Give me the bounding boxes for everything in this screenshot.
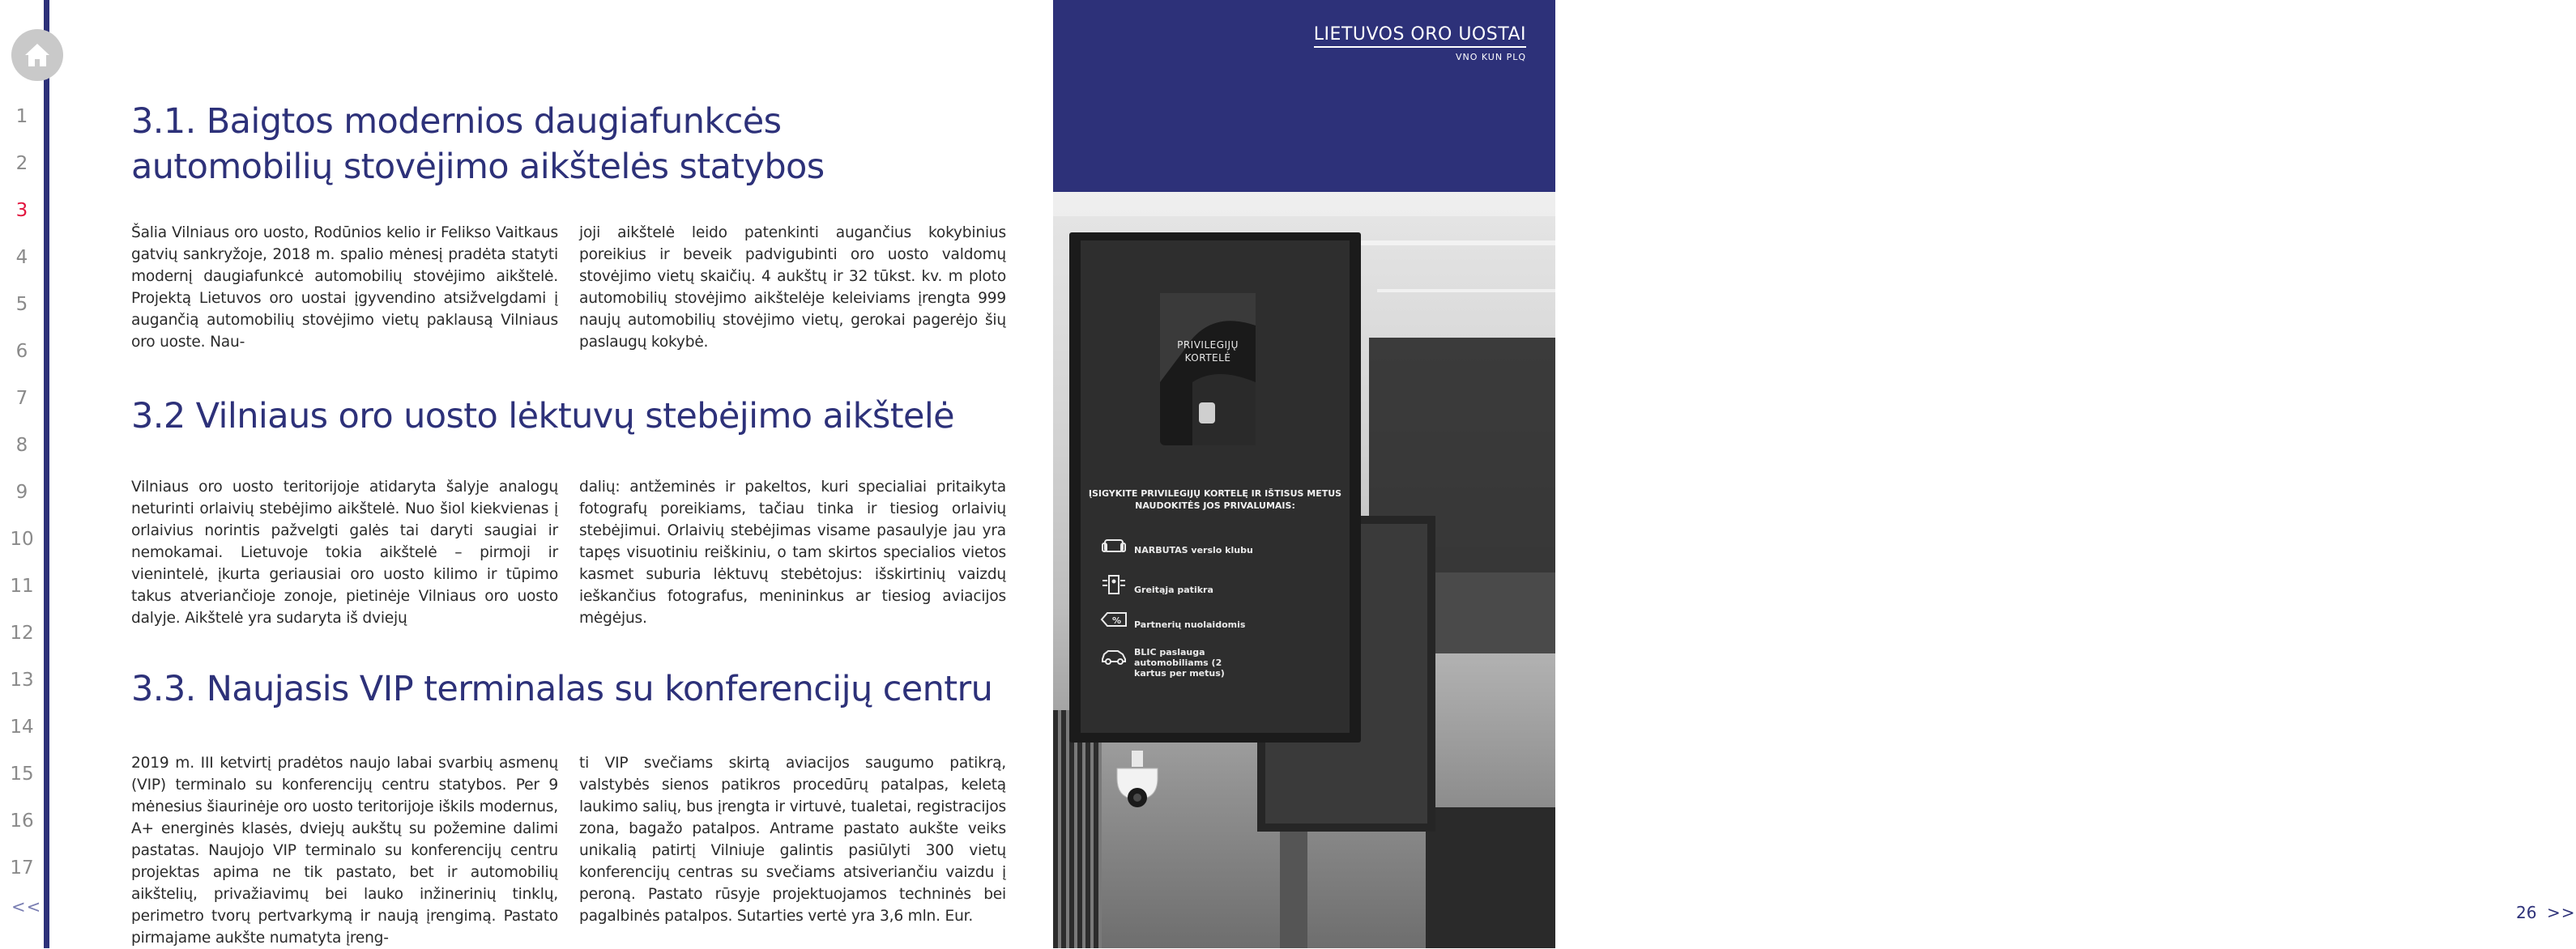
paragraph-left: Šalia Vilniaus oro uosto, Rodūnios kelio ir Felikso Vaitkaus gatvių sankryžoje, 2018 m. spalio mėnesį pradėta statyti modernį daugiafunkcė automobilių stovėjimo aikštelė. Projektą Lietuvos oro uostai įgyvendino atsižvelgdami į augančią automobilių stovėjimo vietų paklausą Vilniaus oro uoste. Nau- xyxy=(131,224,558,351)
side-navigation xyxy=(0,0,52,948)
car-icon xyxy=(1100,645,1128,666)
nav-item-16[interactable]: 16 xyxy=(10,811,34,832)
nav-item-5[interactable]: 5 xyxy=(15,294,28,315)
privilege-card-image xyxy=(1160,293,1256,445)
perk-label: NARBUTAS verslo klubu xyxy=(1134,545,1253,555)
nav-item-13[interactable]: 13 xyxy=(10,670,34,691)
nav-item-3-active[interactable]: 3 xyxy=(15,200,28,221)
back-link[interactable]: << xyxy=(11,897,42,917)
page-number: 26 xyxy=(2516,903,2537,922)
heading-line: automobilių stovėjimo aikštelės statybos xyxy=(131,147,825,187)
perk-label: Greitąja patikra xyxy=(1134,585,1213,595)
brand-header xyxy=(1053,0,1555,192)
paragraph-left: 2019 m. III ketvirtį pradėtos naujo labai svarbių asmenų (VIP) terminalo su konferencijų centru statybos. Per 9 mėnesius šiaurinėje oro uosto teritorijoje iškils modernus, A+ energinės klasės, dviejų aukštų su požemine dalimi pastatas. Naujojo VIP terminalo su konferencijų centru projektas apima ne tik pastato, bet ir automobilių aikštelių, privažiavimų bei lauko inžinerinių tinklų, perimetro tvorų pertvarkymą ir naują įrengimą. Pastato pirmajame aukšte numatyta įreng- xyxy=(131,755,558,947)
paragraph-left: Vilniaus oro uosto teritorijoje atidaryta šalyje analogų neturinti orlaivių stebėjimo aikštelė. Nuo šiol kiekvienas į orlaivius norintis pažvelgti galės tai daryti saugiai ir nemokamai. Lietuvoje tokia aikštelė – pirmoji ir vienintelė, įkurta geriausiai oro uosto kilimo ir tūpimo takus atveriančioje zonoje, pietinėje Vilniaus oro uosto dalyje. Aikštelė yra sudaryta iš dviejų xyxy=(131,479,558,627)
section-heading: 3.3. Naujasis VIP terminalas su konferencijų centru xyxy=(131,669,993,709)
section-vip-terminal xyxy=(131,666,1006,949)
security-camera-icon xyxy=(1112,751,1162,809)
airport-codes: VNO KUN PLQ xyxy=(1455,52,1526,62)
chapter-list xyxy=(0,93,44,892)
nav-item-2[interactable]: 2 xyxy=(15,153,28,174)
perk-label: Partnerių nuolaidomis xyxy=(1134,619,1246,630)
main-content xyxy=(131,99,1006,949)
security-check-icon xyxy=(1100,574,1128,595)
text-columns xyxy=(131,476,1006,629)
ceiling-beam xyxy=(1053,192,1555,216)
card-graphic xyxy=(1160,293,1256,445)
nav-item-8[interactable]: 8 xyxy=(15,435,28,456)
nav-item-11[interactable]: 11 xyxy=(10,576,34,597)
discount-tag-icon xyxy=(1100,609,1128,630)
paragraph-right: dalių: antžeminės ir pakeltos, kuri specialiai pritaikyta fotografų poreikiams, tačiau tinka ir tiesiog orlaivių stebėjimui. Orlaivių stebėjimas visame pasaulyje jau yra tapęs visuotiniu reiškiniu, o tam skirtos specialios vietos kasmet suburia lėktuvų stebėtojus: išskirtinių vaizdų ieškančius fotografus, menininkus ar tiesiog aviacijos mėgėjus. xyxy=(579,479,1006,627)
right-panel xyxy=(1053,0,2576,948)
nav-item-12[interactable]: 12 xyxy=(10,623,34,644)
svg-text:%: % xyxy=(1112,615,1122,626)
promo-heading: ĮSIGYKITE PRIVILEGIJŲ KORTELĘ IR IŠTISUS METUS NAUDOKITĖS JOS PRIVALUMAIS: xyxy=(1088,488,1342,511)
nav-item-15[interactable]: 15 xyxy=(10,764,34,785)
nav-item-7[interactable]: 7 xyxy=(15,388,28,409)
text-columns xyxy=(131,222,1006,353)
nav-item-14[interactable]: 14 xyxy=(10,717,34,738)
home-icon xyxy=(23,41,52,69)
paragraph-right: joji aikštelė leido patenkinti augančius kokybinius poreikius ir beveik padvigubinti oro uosto valdomų stovėjimo vietų skaičių. 4 aukštų ir 32 tūkst. kv. m ploto automobilių stovėjimo aikštelėje keleiviams įrengta 999 naujų automobilių stovėjimo vietų, gerokai pagerėjo šių paslaugų kokybė. xyxy=(579,224,1006,351)
nav-item-1[interactable]: 1 xyxy=(15,106,28,127)
nav-divider-bar xyxy=(44,0,49,948)
perk-label: BLIC paslauga automobiliams (2 kartus per metus) xyxy=(1134,647,1225,679)
section-heading: 3.2 Vilniaus oro uosto lėktuvų stebėjimo aikštelė xyxy=(131,396,955,436)
armchair-icon xyxy=(1100,535,1128,556)
text-columns xyxy=(131,752,1006,949)
paragraph-right: ti VIP svečiams skirtą aviacijos saugumo patikrą, valstybės sienos patikros procedūrų patalpas, keletą laukimo salių, bus įrengta ir virtuvė, tualetai, registracijos zona, bagažo patalpos. Antrame pastato aukšte veiks unikalią patirtį Vilniuje galintis pasiūlyti 300 vietų konferencijų centras su svečiams atsiveriančiu vaizdu į peroną. Pastato rūsyje projektuojamos techninės bei pagalbinės patalpos. Sutarties vertė yra 3,6 mln. Eur. xyxy=(579,755,1006,925)
slatted-wall xyxy=(1053,710,1102,948)
nav-item-4[interactable]: 4 xyxy=(15,247,28,268)
home-button[interactable] xyxy=(11,29,63,81)
terminal-photo xyxy=(1053,192,1555,948)
nav-item-9[interactable]: 9 xyxy=(15,482,28,503)
section-observation-deck xyxy=(131,394,1006,629)
next-page-link[interactable]: >> xyxy=(2547,903,2576,922)
brand-logo-text: LIETUVOS ORO UOSTAI xyxy=(1314,24,1526,48)
ceiling-beam xyxy=(1361,240,1555,245)
section-parking xyxy=(131,99,1006,353)
gate-area xyxy=(1426,807,1555,948)
ceiling-beam xyxy=(1377,289,1555,292)
section-heading xyxy=(131,99,1006,189)
nav-item-6[interactable]: 6 xyxy=(15,341,28,362)
nav-item-10[interactable]: 10 xyxy=(10,529,34,550)
card-title: PRIVILEGIJŲ KORTELĖ xyxy=(1177,339,1239,364)
heading-line: 3.1. Baigtos modernios daugiafunkcės xyxy=(131,101,782,142)
nav-item-17[interactable]: 17 xyxy=(10,858,34,879)
